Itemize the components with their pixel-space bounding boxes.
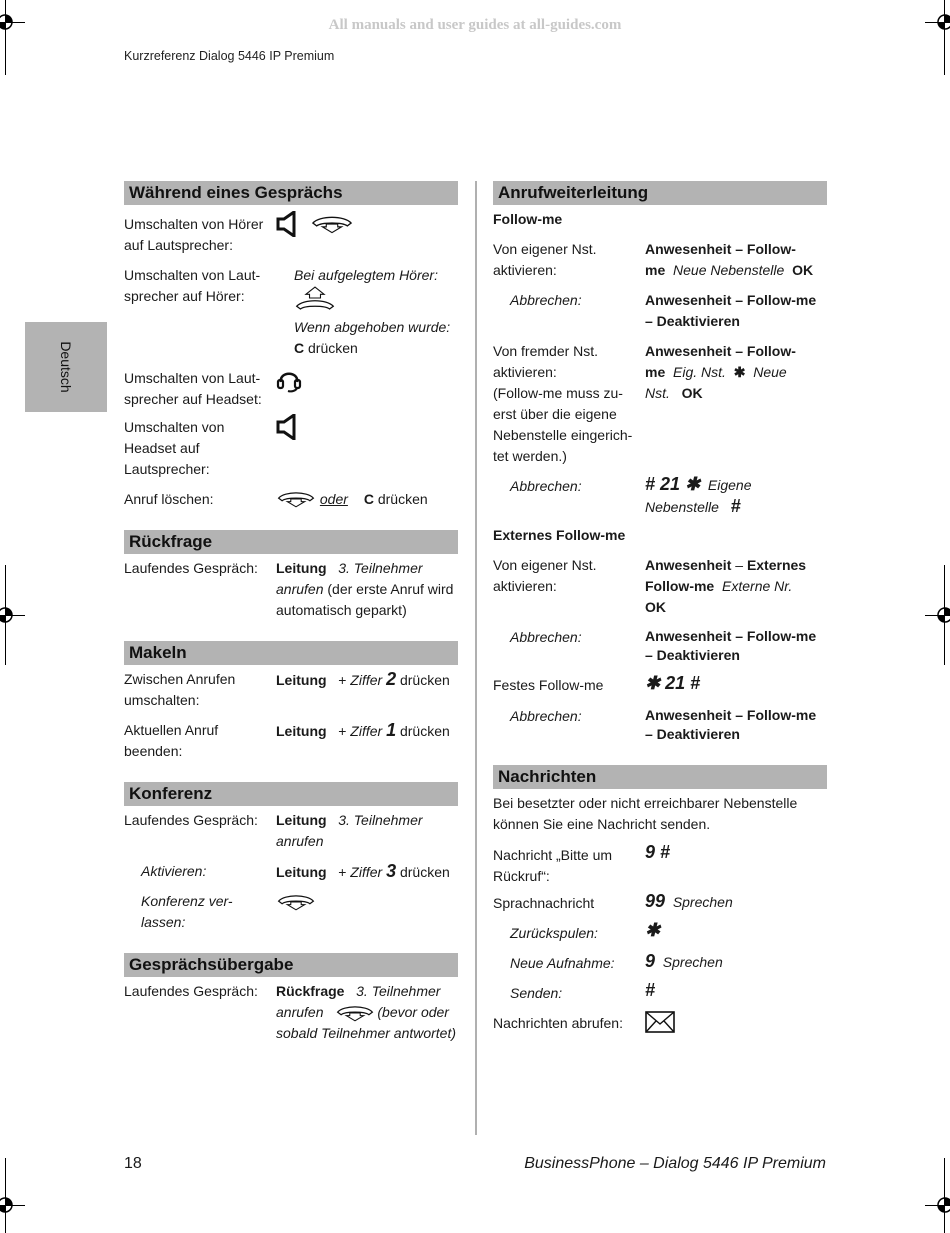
row-label: Abbrechen: bbox=[510, 478, 582, 494]
row-label: Abbrechen: bbox=[510, 292, 582, 308]
row-label: Sprachnachricht bbox=[493, 895, 595, 911]
handset-down-icon bbox=[276, 893, 316, 911]
section-heading-konferenz: Konferenz bbox=[124, 782, 458, 806]
row-label: Umschalten von Headset auf Lautsprecher: bbox=[124, 419, 225, 477]
row-label: Neue Aufnahme: bbox=[510, 955, 615, 971]
row-label: Von fremder Nst. aktivieren: (Follow-me muss zu- erst über die eigene Nebenstelle eingerich- tet werden.) bbox=[493, 343, 633, 464]
row-label: Zwischen Anrufen umschalten: bbox=[124, 671, 236, 708]
section-heading-anrufweiterleitung: Anrufweiterleitung bbox=[493, 181, 827, 205]
row-label: Umschalten von Laut- sprecher auf Headset: bbox=[124, 370, 262, 407]
left-column: Während eines Gesprächs Umschalten von Hörer auf Lautsprecher: Umschalten von Laut- sprecher auf Hörer: Bei aufgelegtem Hörer: Wenn abgehoben wurde: C drücken Umschalten von Laut- sprecher auf Headset: Umschalten von Headset auf Lautsprecher: Anruf löschen: oder C drücken Rückfrage Laufendes Gespräch: Leitung 3. Teilnehmer anrufen (der erste Anruf wird automatisch geparkt) Makeln Zwischen Anrufen umschalten: Leitung + Ziffer 2 drücken Aktuellen Anruf beenden: Leitung + Ziffer 1 drücken Konferenz Laufendes Gespräch: Leitung 3. Teilnehmer anrufen Aktivieren: Leitung + Ziffer 3 drücken Konferenz ver- lassen: Gesprächsübergabe Laufendes Gespräch: Rückfrage 3. Teilnehmer anrufen (bevor oder sobald Teilnehmer antwortet) bbox=[124, 183, 457, 1041]
row-label: Konferenz ver- lassen: bbox=[141, 893, 233, 930]
right-column: Anrufweiterleitung Follow-me Von eigener Nst. aktivieren: Anwesenheit – Follow- me Neue Nebenstelle OK Abbrechen: Anwesenheit – Follow-me – Deaktivieren Von fremder Nst. aktivieren: (Follow-me muss zu- erst über die eigene Nebenstelle eingerich- tet werden.) Anwesenheit – Follow- me Eig. Nst. ✱ Neue Nst. OK Abbrechen: # 21 ✱ Eigene Nebenstelle # Externes Follow-me Von eigener Nst. aktivieren: Anwesenheit – Externes Follow-me Externe Nr. OK Abbrechen: Anwesenheit – Follow-me – Deaktivieren Festes Follow-me ✱ 21 # Abbrechen: Anwesenheit – Follow-me – Deaktivieren Nachrichten Bei besetzter oder nicht erreichbarer Nebenstelle können Sie eine Nachricht senden. Nachricht „Bitte um Rückruf“: 9 # Sprachnachricht 99 Sprechen Zurückspulen: ✱ Neue Aufnahme: 9 Sprechen Senden: # Nachrichten abrufen: bbox=[493, 181, 827, 1061]
crop-mark-bottom-right bbox=[925, 1158, 950, 1233]
envelope-icon bbox=[645, 1011, 675, 1033]
row-label: Abbrechen: bbox=[510, 629, 582, 645]
handset-down-icon bbox=[335, 1004, 375, 1022]
key-c: C bbox=[363, 491, 374, 507]
row-label: Von eigener Nst. aktivieren: bbox=[493, 557, 597, 594]
language-tab-label: Deutsch bbox=[58, 341, 74, 393]
row-label: Festes Follow-me bbox=[493, 677, 604, 693]
row-label: Senden: bbox=[510, 985, 563, 1001]
row-label: Nachrichten abrufen: bbox=[493, 1015, 623, 1031]
row-label: Aktivieren: bbox=[141, 863, 207, 879]
headset-icon bbox=[276, 367, 302, 393]
speaker-icon bbox=[276, 211, 298, 237]
row-label: Nachricht „Bitte um Rückruf“: bbox=[493, 847, 613, 884]
nachrichten-intro: Bei besetzter oder nicht erreichbarer Nebenstelle können Sie eine Nachricht senden. bbox=[493, 795, 798, 832]
page-number: 18 bbox=[124, 1155, 142, 1172]
row-label: Umschalten von Hörer auf Lautsprecher: bbox=[124, 216, 264, 253]
crop-mark-mid-left bbox=[0, 565, 25, 665]
row-label: Abbrechen: bbox=[510, 708, 582, 724]
subheading-externes-follow-me: Externes Follow-me bbox=[493, 527, 626, 543]
section-heading-nachrichten: Nachrichten bbox=[493, 765, 827, 789]
language-tab bbox=[25, 322, 107, 412]
speaker-icon bbox=[276, 414, 298, 440]
watermark: All manuals and user guides at all-guides.com bbox=[328, 17, 622, 33]
subheading-follow-me: Follow-me bbox=[493, 211, 563, 227]
crop-mark-mid-right bbox=[925, 565, 950, 665]
crop-mark-bottom-left bbox=[0, 1158, 25, 1233]
row-label: Aktuellen Anruf beenden: bbox=[124, 722, 219, 759]
handset-up-icon bbox=[294, 286, 336, 310]
row-label: Umschalten von Laut- sprecher auf Hörer: bbox=[124, 267, 261, 304]
handset-down-icon bbox=[310, 214, 354, 234]
column-divider bbox=[475, 181, 477, 1135]
row-label: Anruf löschen: bbox=[124, 491, 214, 507]
row-label: Laufendes Gespräch: bbox=[124, 983, 258, 999]
crop-mark-top-right bbox=[925, 0, 950, 75]
section-heading-waehrend: Während eines Gesprächs bbox=[124, 181, 458, 205]
row-label: Laufendes Gespräch: bbox=[124, 812, 258, 828]
section-heading-gespraechsuebergabe: Gesprächsübergabe bbox=[124, 953, 458, 977]
star-key-icon: ✱ bbox=[733, 364, 746, 380]
crop-mark-top-left bbox=[0, 0, 25, 75]
running-head: Kurzreferenz Dialog 5446 IP Premium bbox=[124, 49, 335, 63]
footer-title: BusinessPhone – Dialog 5446 IP Premium bbox=[524, 1155, 826, 1172]
row-label: Zurückspulen: bbox=[510, 925, 598, 941]
section-heading-makeln: Makeln bbox=[124, 641, 458, 665]
handset-down-icon bbox=[276, 490, 316, 508]
row-label: Von eigener Nst. aktivieren: bbox=[493, 241, 597, 278]
key-c: C bbox=[294, 340, 305, 356]
row-label: Laufendes Gespräch: bbox=[124, 560, 258, 576]
section-heading-rueckfrage: Rückfrage bbox=[124, 530, 458, 554]
